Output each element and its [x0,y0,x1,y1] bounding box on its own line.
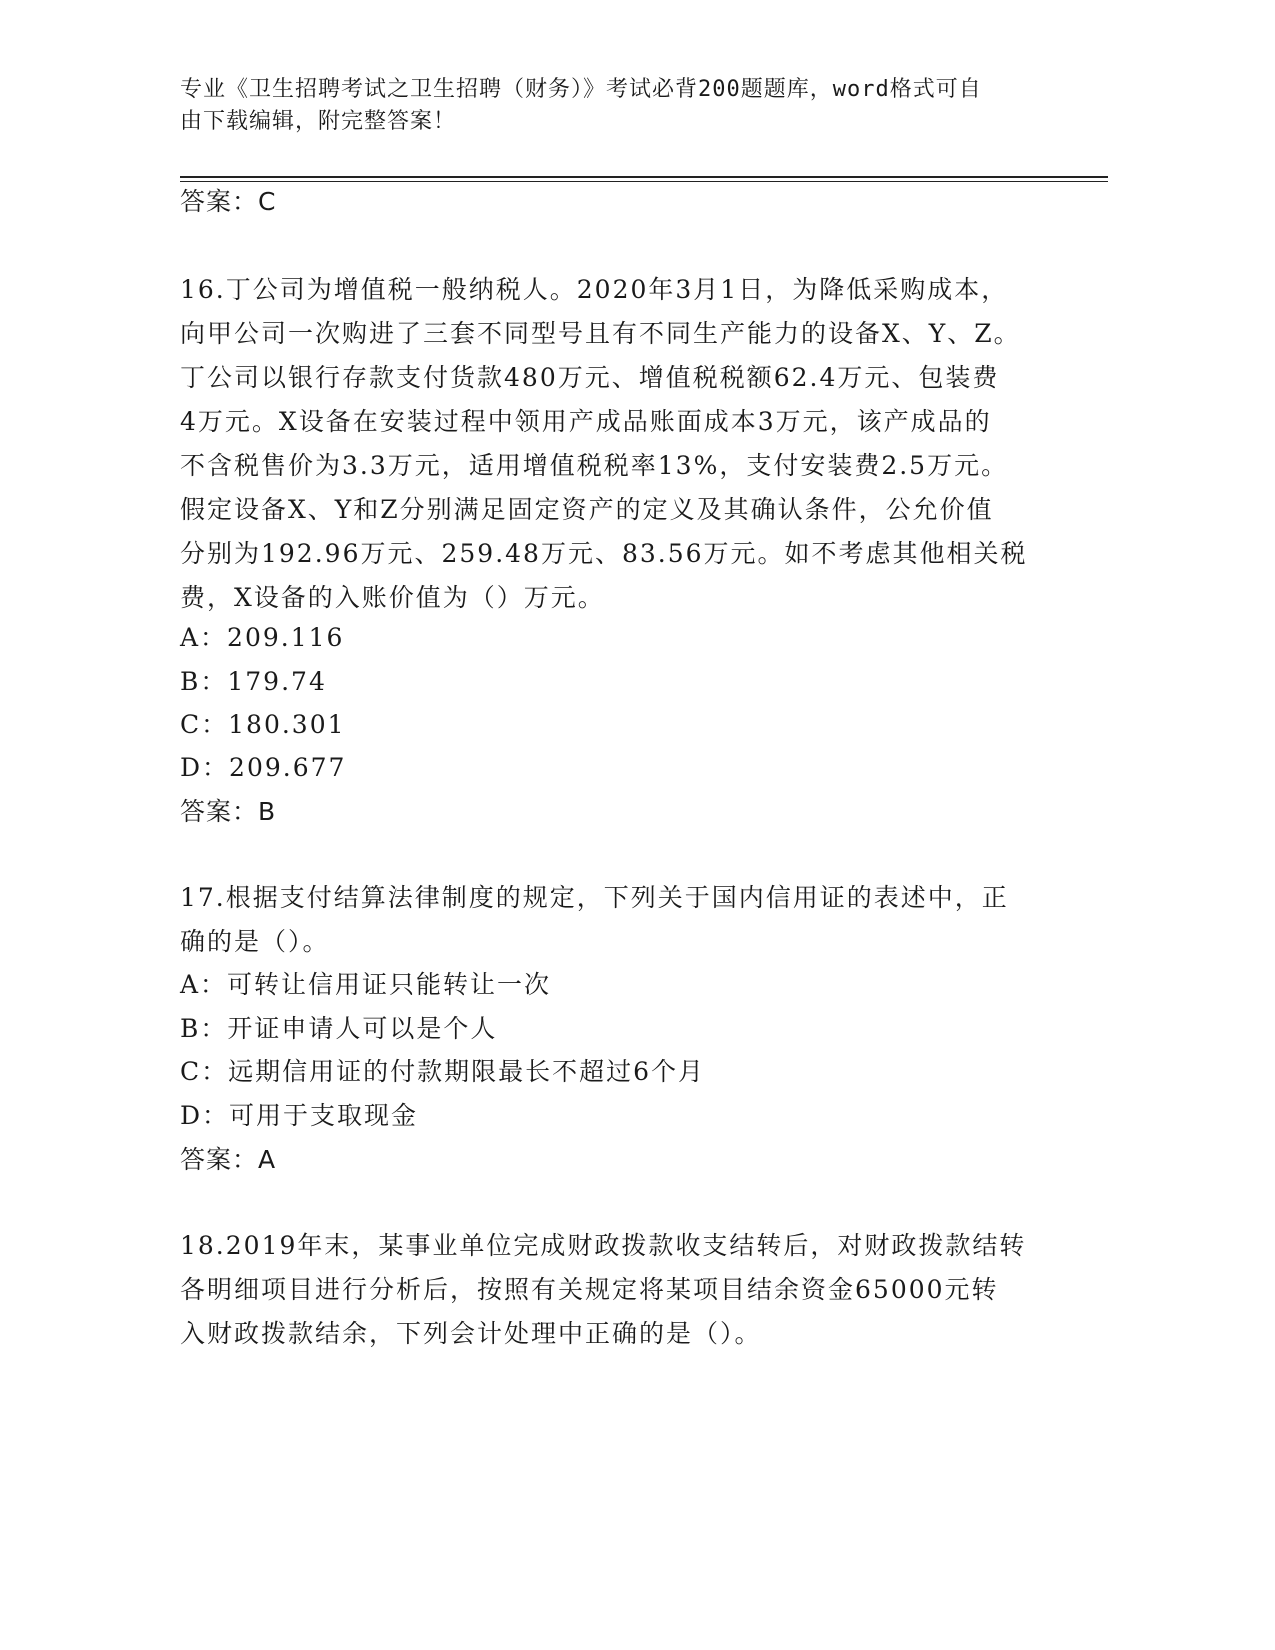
header-line-2: 由下载编辑，附完整答案！ [180,109,457,134]
header-divider-thin [180,181,1108,182]
q17-option-a: A：可转让信用证只能转让一次 [180,970,552,999]
header-divider-thick [180,176,1108,178]
question-16-line: 丁公司以银行存款支付货款480万元、增值税税额62.4万元、包装费 [180,363,1000,392]
question-17 [180,876,1040,964]
question-16-line: 16.丁公司为增值税一般纳税人。2020年3月1日，为降低采购成本， [180,275,1009,304]
header-line-1: 专业《卫生招聘考试之卫生招聘（财务）》考试必背200题题库，word格式可自 [180,77,982,102]
question-16-line: 不含税售价为3.3万元，适用增值税税率13%，支付安装费2.5万元。 [180,451,1009,480]
q17-option-b: B：开证申请人可以是个人 [180,1014,498,1043]
question-18 [180,1224,1040,1356]
answer-q15: 答案：C [180,187,277,216]
document-header [180,74,1040,138]
question-16 [180,268,1040,620]
q17-option-d: D：可用于支取现金 [180,1101,419,1130]
question-16-line: 向甲公司一次购进了三套不同型号且有不同生产能力的设备X、Y、Z。 [180,319,1021,348]
question-16-line: 4万元。X设备在安装过程中领用产成品账面成本3万元，该产成品的 [180,407,992,436]
answer-q16: 答案：B [180,797,277,826]
answer-q17: 答案：A [180,1145,277,1174]
question-18-line: 18.2019年末，某事业单位完成财政拨款收支结转后，对财政拨款结转 [180,1231,1027,1260]
q16-option-a: A：209.116 [180,623,345,652]
question-16-line: 假定设备X、Y和Z分别满足固定资产的定义及其确认条件，公允价值 [180,495,994,524]
q16-option-d: D：209.677 [180,753,347,782]
question-18-line: 各明细项目进行分析后，按照有关规定将某项目结余资金65000元转 [180,1275,999,1304]
question-16-line: 分别为192.96万元、259.48万元、83.56万元。如不考虑其他相关税 [180,539,1028,568]
question-17-line: 确的是（）。 [180,927,330,956]
question-17-line: 17.根据支付结算法律制度的规定，下列关于国内信用证的表述中，正 [180,883,1009,912]
q17-option-c: C：远期信用证的付款期限最长不超过6个月 [180,1057,706,1086]
question-16-line: 费，X设备的入账价值为（）万元。 [180,583,605,612]
q16-option-b: B：179.74 [180,667,327,696]
q16-option-c: C：180.301 [180,710,346,739]
question-18-line: 入财政拨款结余，下列会计处理中正确的是（）。 [180,1319,762,1348]
